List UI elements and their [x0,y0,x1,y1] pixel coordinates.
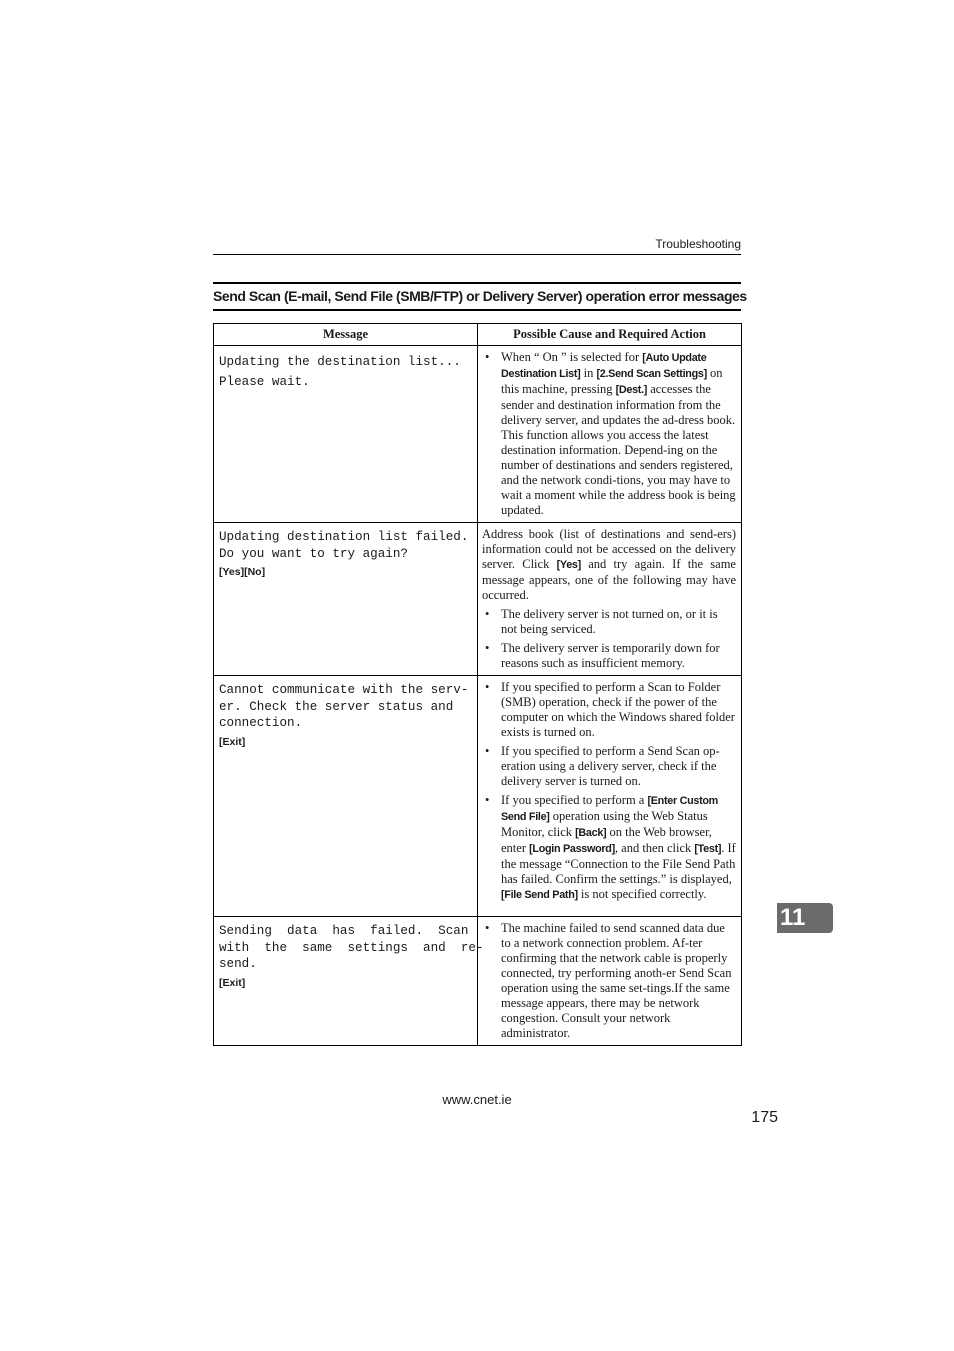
action-cell [478,676,742,917]
action-bullet [482,793,736,903]
text-run: Address book (list of destinations and send-ers) information could not be accessed on the delivery server. Click [482,527,736,571]
text-run: The delivery server is not turned on, or it is not being serviced. [501,607,718,636]
key-label: [Dest.] [615,384,648,396]
key-label: [Back] [575,827,607,839]
error-message-table [213,323,742,1046]
bullet-icon: • [485,744,490,758]
key-label: [2.Send Scan Settings] [596,368,707,380]
column-header-action: Possible Cause and Required Action [478,324,742,346]
message-keys: [Exit] [219,735,246,748]
message-cell [214,676,478,917]
footer-url: www.cnet.ie [442,1092,512,1107]
table-row [214,346,742,523]
bullet-text [501,793,736,901]
message-line: Do you want to try again? [219,546,408,561]
bullet-icon: • [485,921,490,935]
bullet-text [501,680,735,739]
message-line: connection. [219,716,303,730]
table-row [214,917,742,1046]
action-bullet [482,680,736,740]
text-run: on the Web browser, enter [501,825,712,855]
running-header-title: Troubleshooting [655,237,741,251]
message-keys: [Exit] [219,976,246,989]
table-row [214,523,742,676]
text-run: If you specified to perform a [501,793,648,807]
message-line: Updating destination list failed. [219,530,469,544]
section-title: Send Scan (E-mail, Send File (SMB/FTP) or Delivery Server) operation error messages [213,282,741,311]
bullet-text [501,350,736,517]
message-line: Updating the destination list... [219,355,461,369]
message-line: Sending data has failed. Scan [219,924,469,938]
text-run: and try again. If the same message appears, one of the following may have occurred. [482,557,736,602]
message-line: er. Check the server status and [219,699,454,714]
text-run: in [580,366,597,380]
bullet-icon: • [485,680,490,694]
table-row [214,676,742,917]
message-cell [214,523,478,676]
action-paragraph [482,527,736,603]
action-bullet [482,744,736,789]
text-run: The machine failed to send scanned data due to a network connection problem. Af-ter confirming that the network cable is properly connected, try performing anoth-er Send Scan operation using the same set-tings.If the same message appears, there may be network congestion. Consult your network administrator. [501,921,732,1040]
key-label: [Enter Custom Send File] [501,795,718,823]
bullet-icon: • [485,793,490,807]
action-cell [478,917,742,1046]
action-bullet [482,350,736,518]
bullet-text [501,744,720,788]
bullet-icon: • [485,607,490,621]
action-bullet [482,607,736,637]
message-keys: [Yes][No] [219,566,266,578]
text-run: is not specified correctly. [577,887,707,901]
bullet-text [501,607,718,636]
message-cell [214,917,484,1046]
column-header-message: Message [214,324,478,346]
text-run: accesses the sender and destination information from the delivery server, and updates the ad-dress book. This function allows you access the latest destination information. Depend-ing on the number of destinations and senders registered, and the network condi-tions, you may have to wait a moment while the address book is being updated. [501,382,736,517]
text-run: The delivery server is temporarily down for reasons such as insufficient memory. [501,641,720,670]
message-line: Cannot communicate with the serv- [219,683,469,697]
page-number: 175 [751,1109,778,1126]
running-header [213,237,741,255]
action-bullet [482,921,736,1041]
text-run: If you specified to perform a Send Scan op-eration using a delivery server, check if the delivery server is turned on. [501,744,720,788]
text-run: . If the message “Connection to the File Send Path has failed. Confirm the settings.” is displayed, [501,841,736,886]
key-label: [File Send Path] [501,889,578,901]
key-label: [Yes] [556,559,581,571]
key-label: [Test] [694,843,722,855]
bullet-icon: • [485,641,490,655]
table-header-row [214,324,742,346]
text-run: operation using the Web Status Monitor, click [501,809,708,839]
key-label: [Auto Update Destination List] [501,352,707,380]
chapter-tab: 11 [777,903,833,933]
bullet-text [501,921,731,1040]
text-run: If you specified to perform a Scan to Folder (SMB) operation, check if the power of the computer on which the Windows shared folder exists is turned on. [501,680,735,739]
key-label: [Login Password] [529,843,615,855]
message-line: Please wait. [219,375,310,389]
action-cell [478,346,742,523]
message-line: with the same settings and re- [219,940,484,955]
message-cell [214,346,478,523]
message-line: send. [219,957,257,971]
action-cell [478,523,742,676]
text-run: on this machine, pressing [501,366,723,396]
text-run: , and then click [614,841,695,855]
bullet-text [501,641,720,670]
action-bullet [482,641,736,671]
bullet-icon: • [485,350,490,364]
text-run: When “ On ” is selected for [501,350,643,364]
